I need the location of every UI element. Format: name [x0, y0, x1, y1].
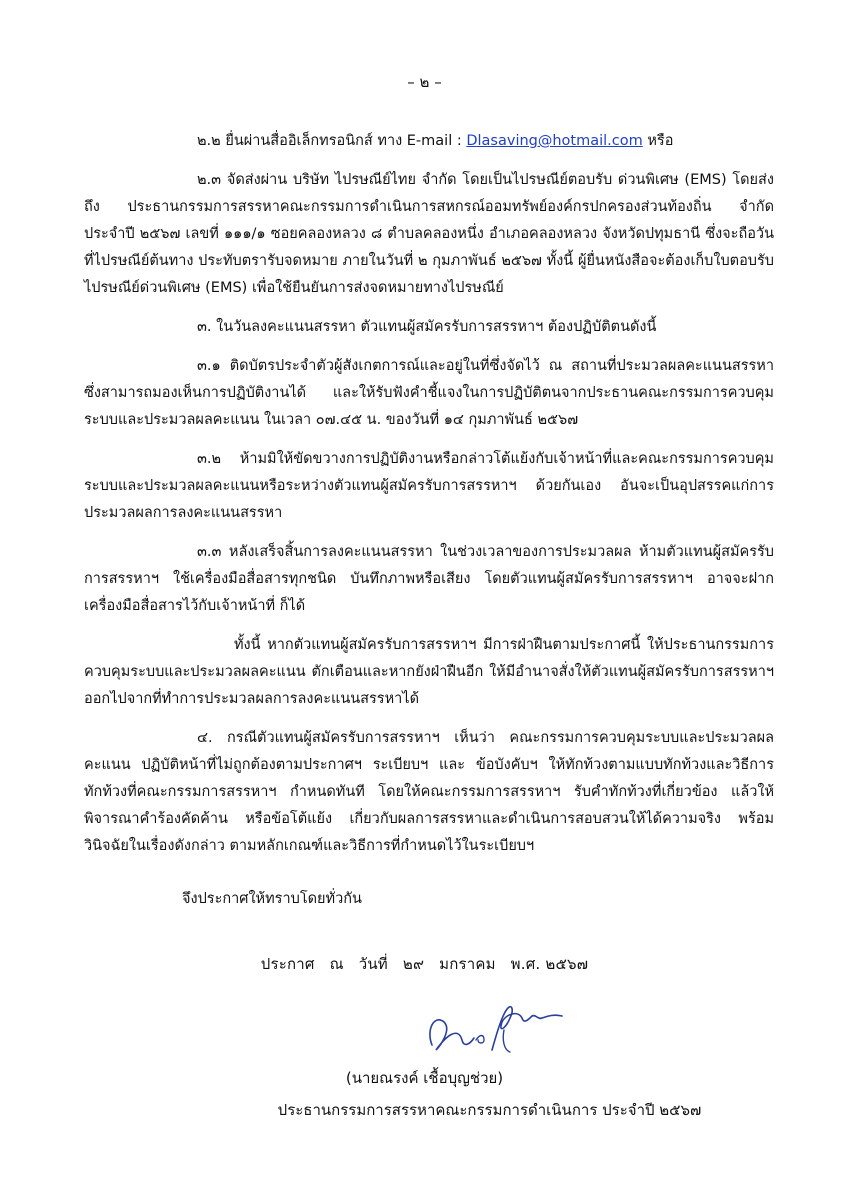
announcement-date	[0, 952, 849, 976]
paragraph-3-1: ๓.๑ ติดบัตรประจำตัวผู้สังเกตการณ์และอยู่ในที่ซึ่งจัดไว้ ณ สถานที่ประมวลผลคะแนนสรรหา ซึ่งสามารถมองเห็นการปฏิบัติงานได้ และให้รับฟังคำชี้แจงในการปฏิบัติตนจากประธานคณะกรรมการควบคุมระบบและประมวลผลคะแนน ในเวลา ๐๗.๔๕ น. ของวันที่ ๑๔ กุมภาพันธ์ ๒๕๖๗	[84, 358, 774, 428]
signer-position: ประธานกรรมการสรรหาคณะกรรมการดำเนินการ ประจำปี ๒๕๖๗	[277, 1101, 702, 1119]
paragraph-2-3: ๒.๓ จัดส่งผ่าน บริษัท ไปรษณีย์ไทย จำกัด โดยเป็นไปรษณีย์ตอบรับ ด่วนพิเศษ (EMS) โดยส่งถึง ประธานกรรมการสรรหาคณะกรรมการดำเนินการสหกรณ์ออมทรัพย์องค์กรปกครองส่วนท้องถิ่น จำกัด ประจำปี ๒๕๖๗ เลขที่ ๑๑๑/๑ ซอยคลองหลวง ๘ ตำบลคลองหนึ่ง อำเภอคลองหลวง จังหวัดปทุมธานี ซึ่งจะถือวันที่ไปรษณีย์ต้นทาง ประทับตรารับจดหมาย ภายในวันที่ ๒ กุมภาพันธ์ ๒๕๖๗ ทั้งนี้ ผู้ยื่นหนังสือจะต้องเก็บใบตอบรับไปรษณีย์ด่วนพิเศษ (EMS) เพื่อใช้ยืนยันการส่งจดหมายทางไปรษณีย์	[84, 172, 774, 296]
date-day: ๒๙	[402, 955, 425, 973]
paragraph-2-2	[84, 128, 774, 155]
paragraph-2-2-suffix: หรือ	[642, 133, 674, 149]
date-day-label: วันที่	[358, 955, 388, 973]
document-body	[84, 128, 774, 925]
paragraph-3: ๓. ในวันลงคะแนนสรรหา ตัวแทนผู้สมัครรับการสรรหาฯ ต้องปฏิบัติตนดังนี้	[197, 319, 657, 335]
date-label: ประกาศ	[260, 955, 315, 973]
page-number: – ๒ –	[407, 73, 442, 91]
announcement-line: จึงประกาศให้ทราบโดยทั่วกัน	[182, 891, 362, 907]
date-month: มกราคม	[439, 955, 496, 973]
paragraph-3-3: ๓.๓ หลังเสร็จสิ้นการลงคะแนนสรรหา ในช่วงเวลาของการประมวลผล ห้ามตัวแทนผู้สมัครรับการสรรหาฯ ใช้เครื่องมือสื่อสารทุกชนิด บันทึกภาพหรือเสียง โดยตัวแทนผู้สมัครรับการสรรหาฯ อาจจะฝากเครื่องมือสื่อสารไว้กับเจ้าหน้าที่ ก็ได้	[84, 544, 774, 614]
paragraph-2-2-text: ๒.๒ ยื่นผ่านสื่ออิเล็กทรอนิกส์ ทาง E-mail :	[197, 133, 467, 149]
handwritten-signature	[418, 1000, 568, 1060]
paragraph-4: ๔. กรณีตัวแทนผู้สมัครรับการสรรหาฯ เห็นว่า คณะกรรมการควบคุมระบบและประมวลผลคะแนน ปฏิบัติหน้าที่ไม่ถูกต้องตามประกาศฯ ระเบียบฯ และ ข้อบังคับฯ ให้ทักท้วงตามแบบทักท้วงและวิธีการทักท้วงที่คณะกรรมการสรรหาฯ กำหนดทันที โดยให้คณะกรรมการสรรหาฯ รับคำทักท้วงที่เกี่ยวข้อง แล้วให้พิจารณาคำร้องคัดค้าน หรือข้อโต้แย้ง เกี่ยวกับผลการสรรหาและดำเนินการสอบสวนให้ได้ความจริง พร้อมวินิจฉัยในเรื่องดังกล่าว ตามหลักเกณฑ์และวิธีการที่กำหนดไว้ในระเบียบฯ	[84, 730, 774, 854]
paragraph-note: ทั้งนี้ หากตัวแทนผู้สมัครรับการสรรหาฯ มีการฝ่าฝืนตามประกาศนี้ ให้ประธานกรรมการควบคุมระบบและประมวลผลคะแนน ตักเตือนและหากยังฝ่าฝืนอีก ให้มีอำนาจสั่งให้ตัวแทนผู้สมัครรับการสรรหาฯ ออกไปจากที่ทำการประมวลผลการลงคะแนนสรรหาได้	[84, 637, 774, 707]
date-at: ณ	[329, 955, 344, 973]
date-year: พ.ศ. ๒๕๖๗	[510, 955, 589, 973]
signer-name: (นายณรงค์ เชื้อบุญช่วย)	[345, 1069, 504, 1087]
email-link[interactable]: Dlasaving@hotmail.com	[466, 133, 643, 149]
paragraph-3-2: ๓.๒ ห้ามมิให้ขัดขวางการปฏิบัติงานหรือกล่าวโต้แย้งกับเจ้าหน้าที่และคณะกรรมการควบคุมระบบและประมวลผลคะแนนหรือระหว่างตัวแทนผู้สมัครรับการสรรหาฯ ด้วยกันเอง อันจะเป็นอุปสรรคแก่การประมวลผลการลงคะแนนสรรหา	[84, 451, 774, 521]
